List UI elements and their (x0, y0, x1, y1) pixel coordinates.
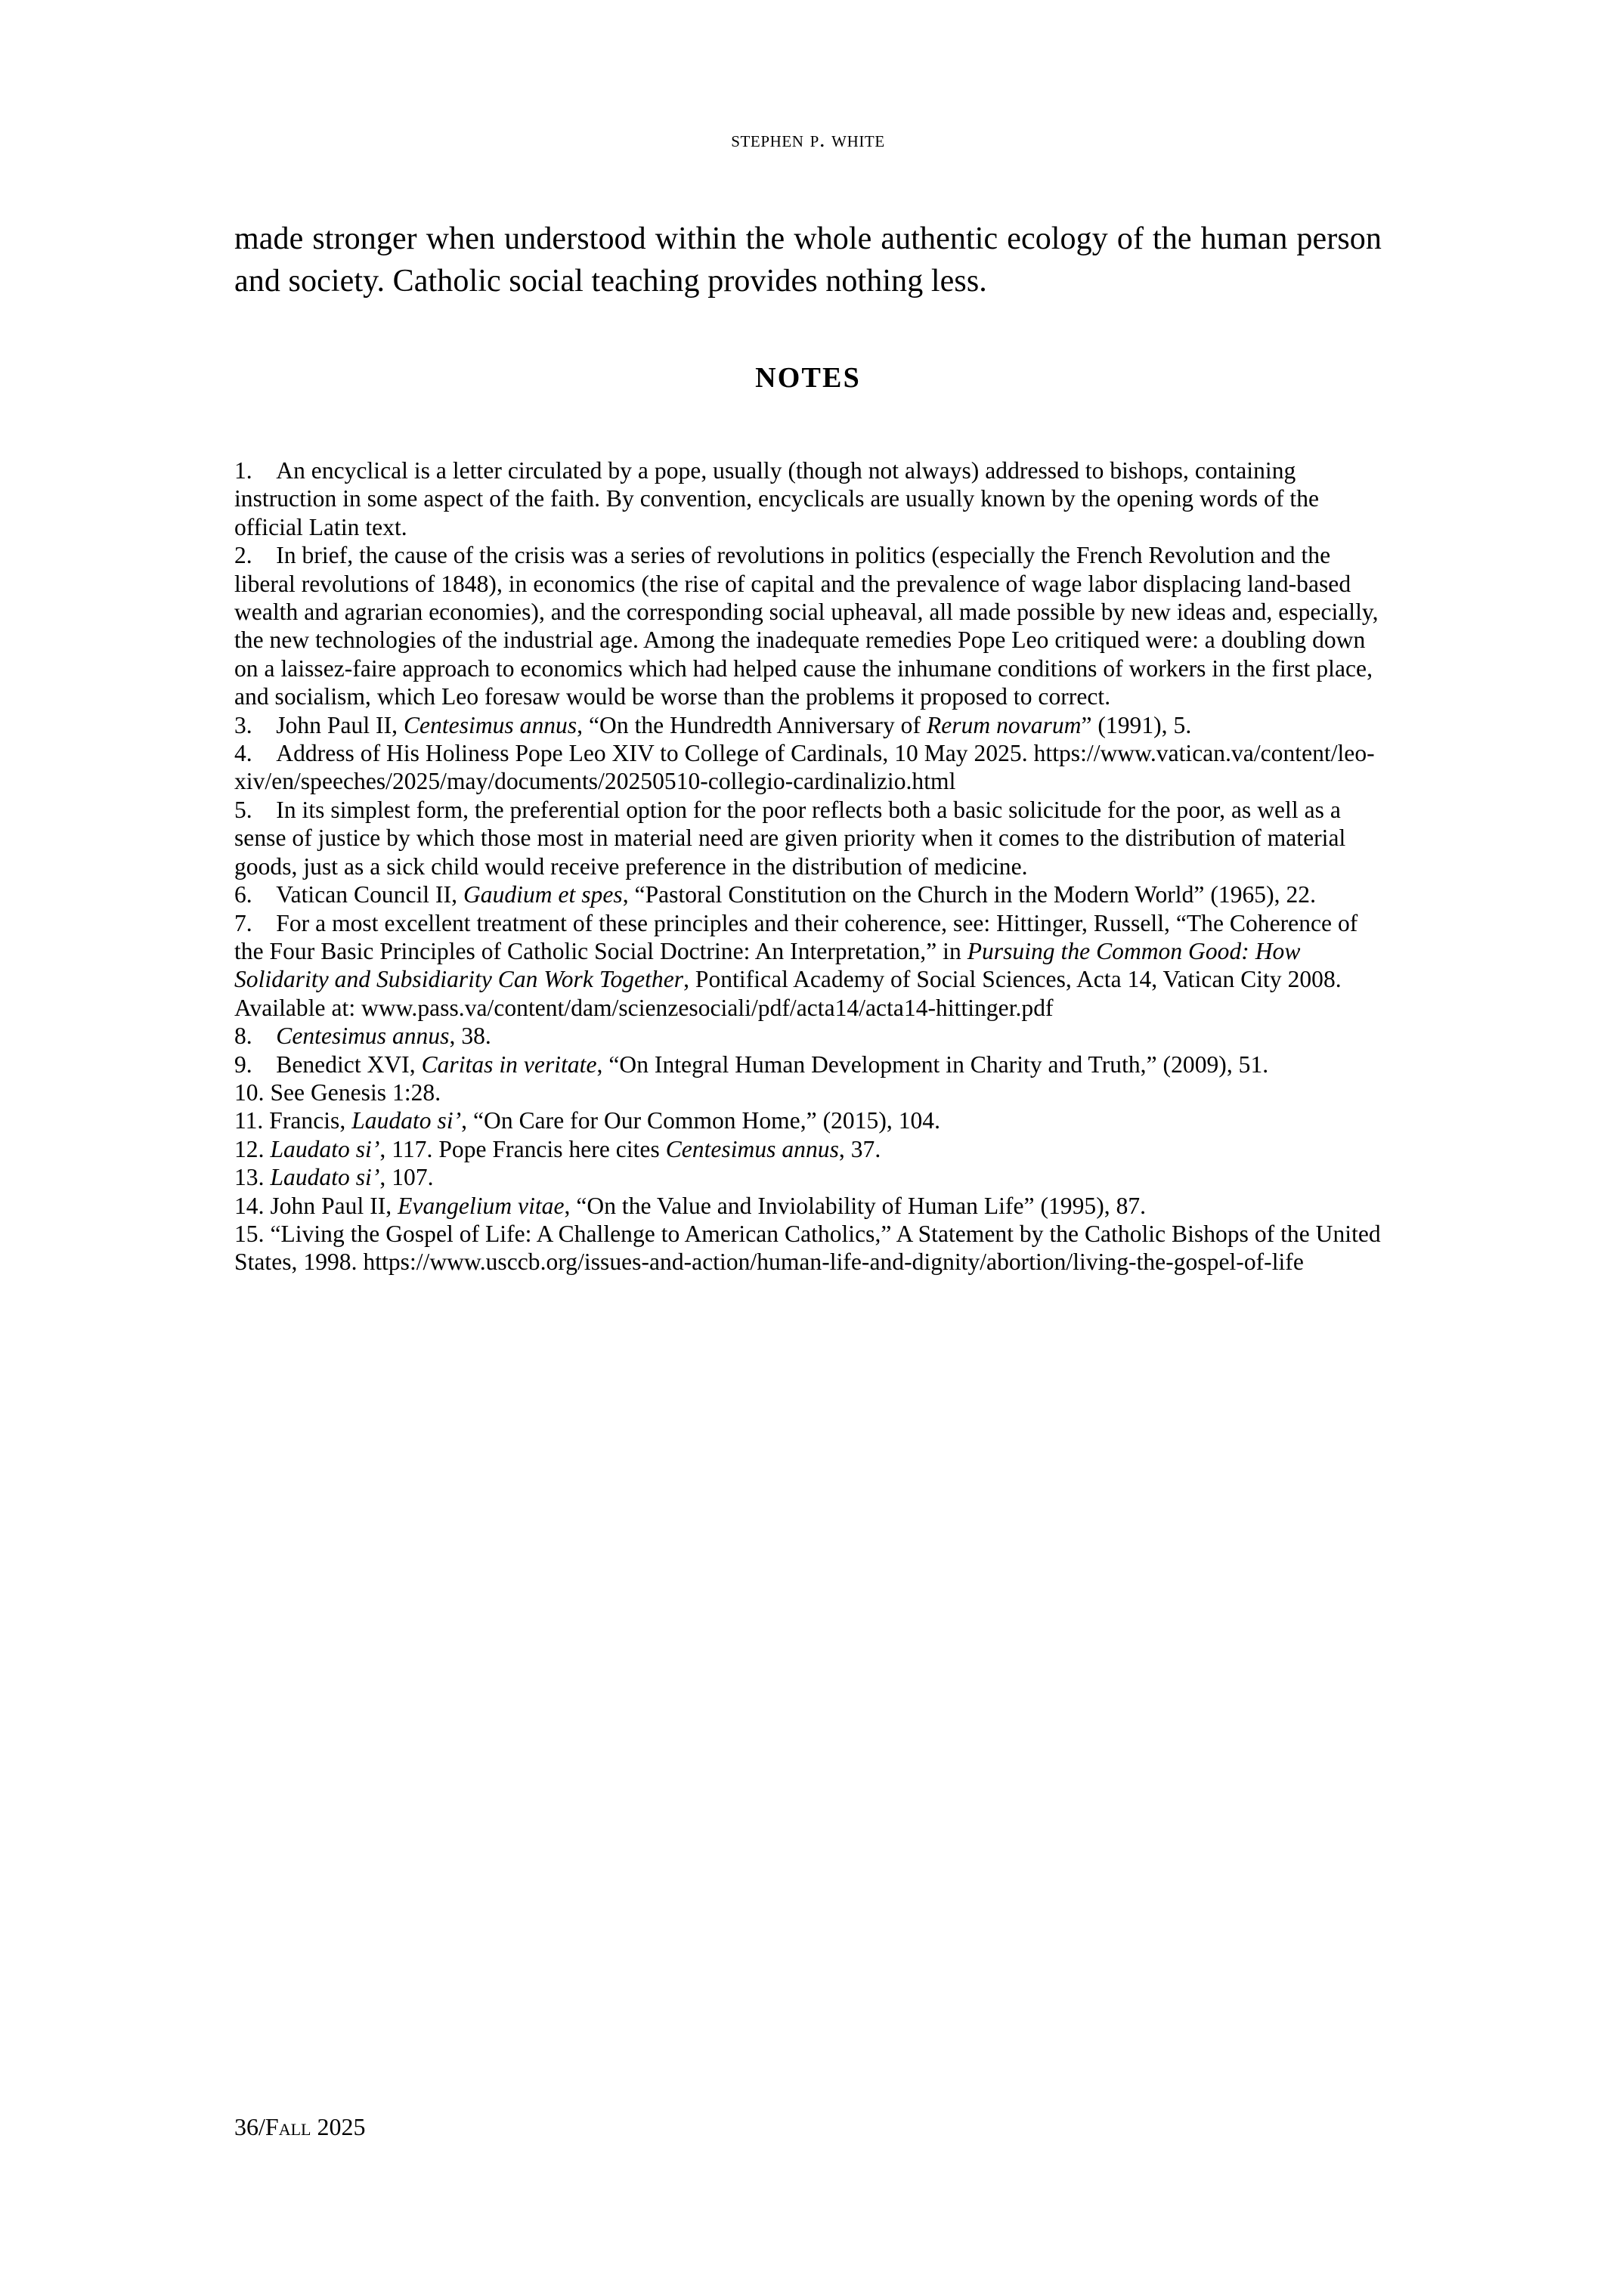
note-number: 9. (234, 1051, 277, 1078)
note-item (234, 880, 1386, 908)
note-number: 1. (234, 457, 277, 484)
note-text: , Pontifical Academy of Social Sciences, Acta 14, Vatican City 2008. Available at: www.pass.va/content/dam/scienzesociali/pdf/acta14/acta14-hittinger.pdf (234, 966, 1342, 1021)
note-text: , “Pastoral Constitution on the Church in the Modern World” (1965), 22. (622, 881, 1317, 908)
note-title-italic: Gaudium et spes (463, 881, 623, 908)
note-item (234, 739, 1386, 796)
note-number: 2. (234, 542, 277, 569)
note-number: 8. (234, 1023, 277, 1050)
note-number: 5. (234, 796, 277, 823)
page-folio (234, 2113, 365, 2141)
note-title-italic: Rerum novarum (926, 711, 1082, 738)
note-item (234, 1163, 1386, 1191)
note-text: , 38. (449, 1023, 491, 1050)
body-text-block (234, 218, 1382, 302)
note-title-italic: Centesimus annus (276, 1023, 450, 1050)
note-text: Francis, (269, 1107, 352, 1134)
note-title-italic: Laudato si’ (270, 1135, 380, 1162)
running-head: stephen p. white (731, 127, 885, 152)
note-text: ” (1991), 5. (1081, 711, 1192, 738)
note-text: In its simplest form, the preferential option for the poor reflects both a basic solicitude for the poor, as well as a sense of justice by which those most in material need are given priority when it comes to the distribution of material goods, just as a sick child would receive preference in the distribution of medicine. (234, 796, 1346, 880)
note-item (234, 711, 1386, 739)
note-text: , 107. (379, 1164, 434, 1191)
note-number: 4. (234, 740, 277, 767)
note-title-italic: Laudato si’ (351, 1107, 462, 1134)
note-item (234, 909, 1386, 1023)
note-number: 14. (234, 1192, 271, 1219)
note-text: For a most excellent treatment of these principles and their coherence, see: Hittinger, Russell, “The Coherence of the Four Basic Principles of Catholic Social Doctrine: An Interpretation,” in (234, 909, 1358, 964)
note-title-italic: Evangelium vitae (398, 1192, 565, 1219)
note-text: An encyclical is a letter circulated by a pope, usually (though not always) addressed to bishops, containing instruction in some aspect of the faith. By convention, encyclicals are usually known by the opening words of the official Latin text. (234, 457, 1320, 540)
note-number: 15. (234, 1220, 271, 1247)
note-item (234, 541, 1386, 710)
note-title-italic: Centesimus annus (665, 1135, 839, 1162)
note-text: , “On Integral Human Development in Charity and Truth,” (2009), 51. (596, 1051, 1269, 1078)
note-number: 12. (234, 1135, 271, 1162)
note-text: John Paul II, (276, 711, 404, 738)
note-item (234, 1220, 1386, 1276)
note-text: , “On the Value and Inviolability of Human Life” (1995), 87. (564, 1192, 1147, 1219)
note-number: 6. (234, 881, 277, 908)
note-text: John Paul II, (270, 1192, 398, 1219)
note-text: Vatican Council II, (276, 881, 463, 908)
note-title-italic: Laudato si’ (270, 1164, 380, 1191)
note-number: 7. (234, 909, 277, 936)
note-number: 10. (234, 1078, 271, 1106)
note-text: See Genesis 1:28. (270, 1078, 441, 1106)
note-text: Benedict XVI, (276, 1051, 422, 1078)
note-item (234, 1051, 1386, 1078)
note-text: Address of His Holiness Pope Leo XIV to College of Cardinals, 10 May 2025. https://www.vatican.va/content/leo-xiv/en/speeches/2025/may/documents/20250510-collegio-cardinalizio.html (234, 740, 1375, 795)
note-item (234, 796, 1386, 880)
notes-heading: NOTES (755, 362, 861, 394)
note-item (234, 1106, 1386, 1134)
body-paragraph: made stronger when understood within the whole authentic ecology of the human person and society. Catholic social teaching provides nothing less. (234, 221, 1382, 299)
note-text: , 37. (838, 1135, 881, 1162)
notes-list (234, 456, 1386, 1276)
note-item (234, 1078, 1386, 1106)
folio-text: 36/Fall 2025 (234, 2113, 366, 2140)
note-text: In brief, the cause of the crisis was a series of revolutions in politics (especially the French Revolution and the liberal revolutions of 1848), in economics (the rise of capital and the prevalence of wage labor displacing land-based wealth and agrarian economies), and the corresponding social upheaval, all made possible by new ideas and, especially, the new technologies of the industrial age. Among the inadequate remedies Pope Leo critiqued were: a doubling down on a laissez-faire approach to economics which had helped cause the inhumane conditions of workers in the first place, and socialism, which Leo foresaw would be worse than the problems it proposed to correct. (234, 542, 1379, 710)
note-title-italic: Caritas in veritate (421, 1051, 597, 1078)
note-text: , “On the Hundredth Anniversary of (577, 711, 927, 738)
note-item (234, 1192, 1386, 1220)
note-text: , “On Care for Our Common Home,” (2015), 104. (461, 1107, 941, 1134)
note-title-italic: Pursuing the Common Good: How Solidarity and Subsidiarity Can Work Together (234, 937, 1301, 993)
note-number: 3. (234, 711, 277, 738)
note-number: 11. (234, 1107, 270, 1134)
note-item (234, 456, 1386, 541)
note-number: 13. (234, 1164, 271, 1191)
note-item (234, 1135, 1386, 1163)
note-text: “Living the Gospel of Life: A Challenge to American Catholics,” A Statement by the Catholic Bishops of the United States, 1998. https://www.usccb.org/issues-and-action/human-life-and-dignity/abortion/living-the-gospel-of-life (234, 1220, 1381, 1276)
note-text: , 117. Pope Francis here cites (379, 1135, 666, 1162)
note-title-italic: Centesimus annus (403, 711, 577, 738)
note-item (234, 1022, 1386, 1050)
